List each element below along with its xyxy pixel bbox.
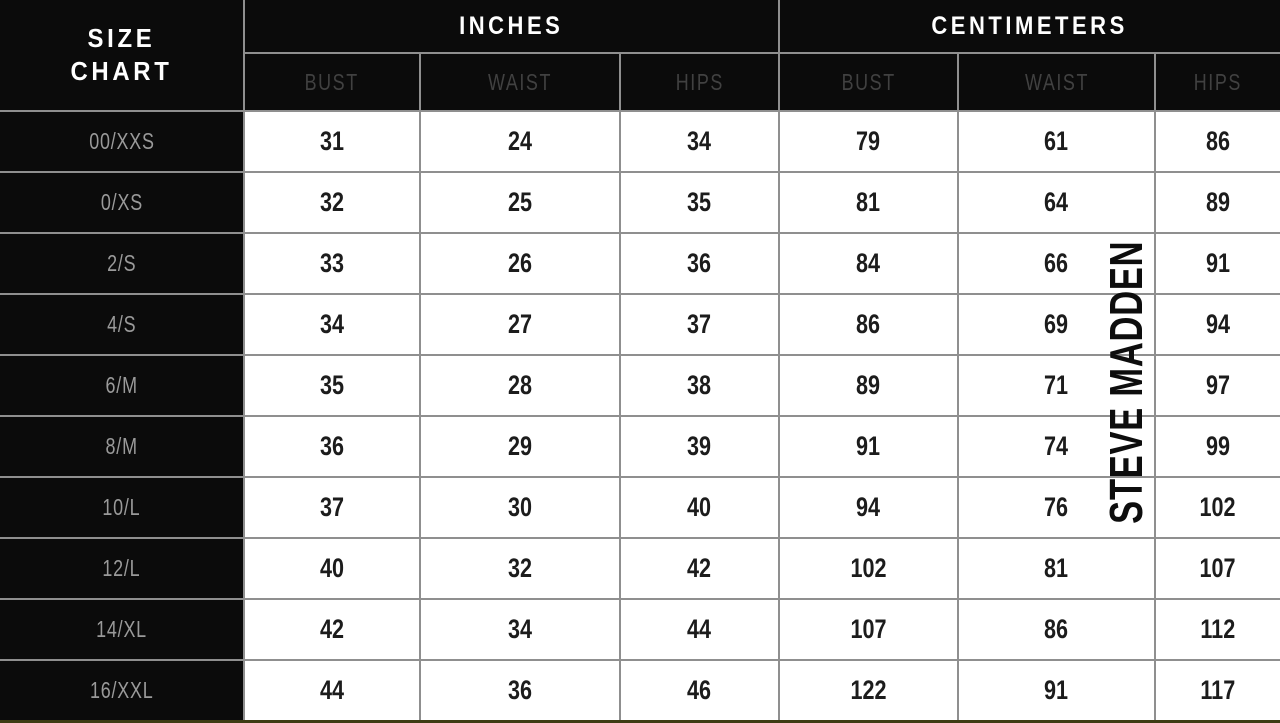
cell: 94 [1155,294,1280,355]
cell: 91 [958,660,1155,721]
row-size-label: 14/XL [0,599,244,660]
cell: 107 [1155,538,1280,599]
table-row [0,111,1280,172]
cell: 29 [420,416,620,477]
cell: 42 [244,599,420,660]
table-row [0,538,1280,599]
cell: 24 [420,111,620,172]
column-header-waist-centimeters: WAIST [958,53,1155,111]
cell: 31 [244,111,420,172]
cell: 86 [1155,111,1280,172]
column-header-bust-inches: BUST [244,53,420,111]
column-header-waist-inches: WAIST [420,53,620,111]
cell: 64 [958,172,1155,233]
cell: 40 [244,538,420,599]
row-size-label: 0/XS [0,172,244,233]
cell: 86 [958,599,1155,660]
table-row [0,599,1280,660]
cell: 35 [244,355,420,416]
table-row [0,660,1280,721]
cell: 69 [958,294,1155,355]
unit-header-row [0,0,1280,53]
cell: 44 [244,660,420,721]
cell: 32 [244,172,420,233]
cell: 102 [1155,477,1280,538]
table-row [0,172,1280,233]
table-title [0,0,244,111]
cell: 79 [779,111,958,172]
row-size-label: 00/XXS [0,111,244,172]
cell: 91 [779,416,958,477]
cell: 107 [779,599,958,660]
row-size-label: 4/S [0,294,244,355]
cell: 91 [1155,233,1280,294]
row-size-label: 6/M [0,355,244,416]
cell: 35 [620,172,779,233]
table-title-line-1: SIZE [87,23,156,53]
table-row [0,294,1280,355]
table-row [0,355,1280,416]
table-row [0,477,1280,538]
cell: 89 [1155,172,1280,233]
cell: 66 [958,233,1155,294]
cell: 46 [620,660,779,721]
cell: 33 [244,233,420,294]
cell: 112 [1155,599,1280,660]
cell: 37 [620,294,779,355]
cell: 42 [620,538,779,599]
cell: 36 [620,233,779,294]
cell: 81 [779,172,958,233]
column-header-hips-inches: HIPS [620,53,779,111]
cell: 122 [779,660,958,721]
cell: 36 [244,416,420,477]
cell: 86 [779,294,958,355]
cell: 61 [958,111,1155,172]
cell: 38 [620,355,779,416]
cell: 81 [958,538,1155,599]
cell: 76 [958,477,1155,538]
table-title-line-2: CHART [70,56,173,86]
table-row [0,233,1280,294]
cell: 34 [420,599,620,660]
cell: 74 [958,416,1155,477]
cell: 97 [1155,355,1280,416]
cell: 26 [420,233,620,294]
cell: 27 [420,294,620,355]
cell: 117 [1155,660,1280,721]
row-size-label: 8/M [0,416,244,477]
cell: 71 [958,355,1155,416]
row-size-label: 10/L [0,477,244,538]
table-row [0,416,1280,477]
column-header-bust-centimeters: BUST [779,53,958,111]
cell: 94 [779,477,958,538]
row-size-label: 16/XXL [0,660,244,721]
cell: 102 [779,538,958,599]
cell: 30 [420,477,620,538]
cell: 28 [420,355,620,416]
cell: 34 [244,294,420,355]
cell: 89 [779,355,958,416]
cell: 25 [420,172,620,233]
column-header-hips-centimeters: HIPS [1155,53,1280,111]
cell: 36 [420,660,620,721]
cell: 34 [620,111,779,172]
steve-madden-watermark: STEVE MADDEN [1100,240,1152,524]
cell: 99 [1155,416,1280,477]
cell: 44 [620,599,779,660]
cell: 84 [779,233,958,294]
row-size-label: 12/L [0,538,244,599]
column-group-inches: INCHES [244,0,779,53]
cell: 37 [244,477,420,538]
cell: 40 [620,477,779,538]
row-size-label: 2/S [0,233,244,294]
cell: 39 [620,416,779,477]
cell: 32 [420,538,620,599]
column-group-centimeters: CENTIMETERS [779,0,1280,53]
